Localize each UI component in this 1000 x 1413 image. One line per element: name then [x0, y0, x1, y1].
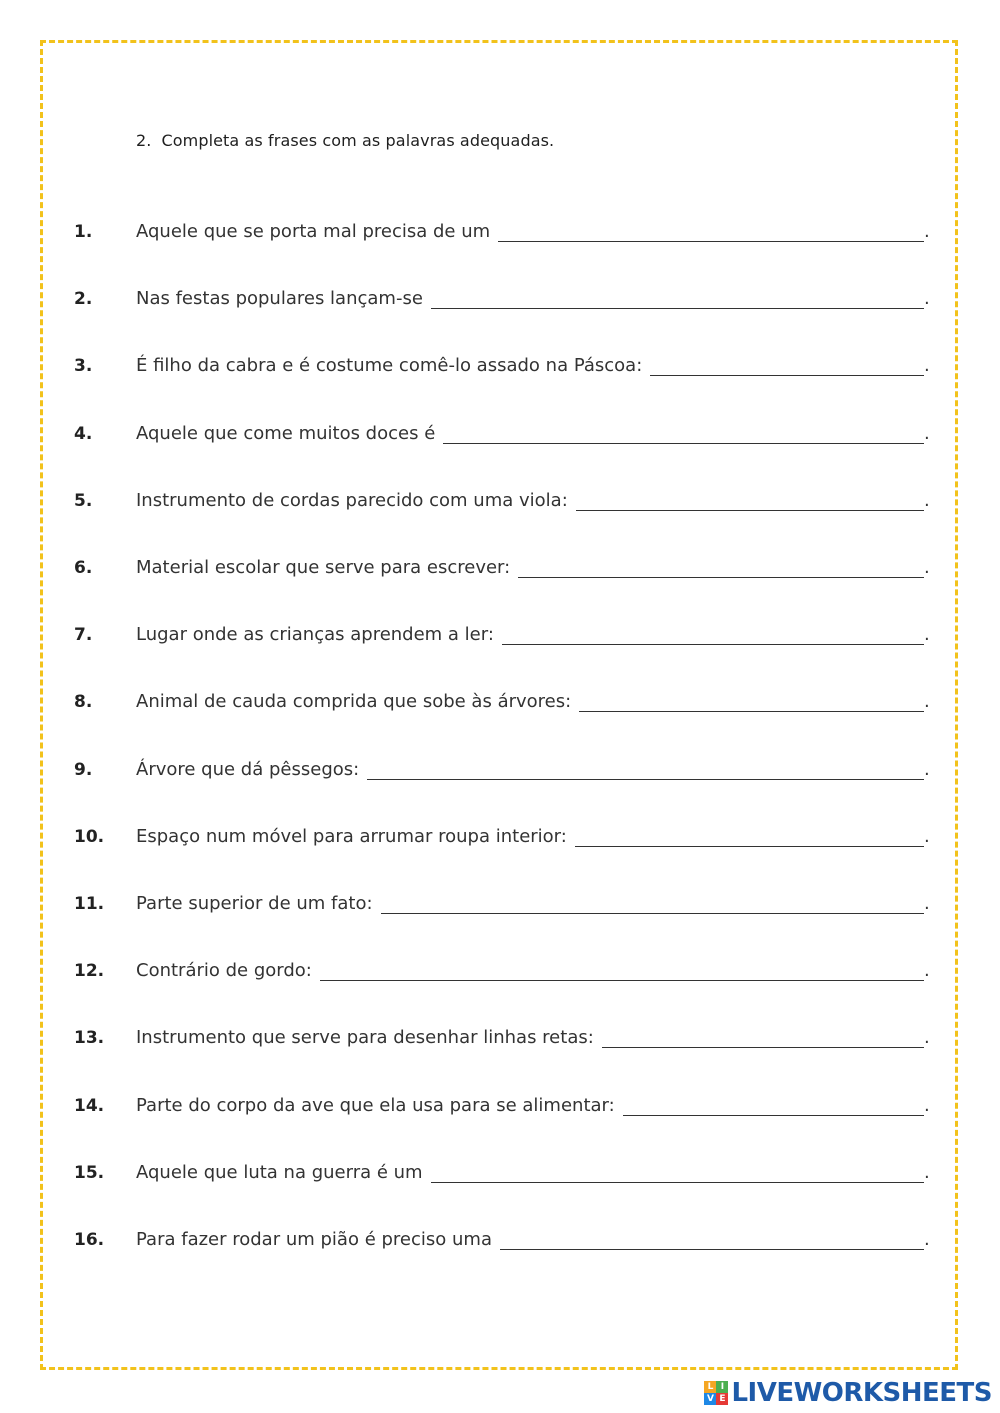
- end-period: .: [924, 355, 930, 376]
- item-sentence: Lugar onde as crianças aprendem a ler:: [136, 624, 494, 645]
- item-number: 8.: [74, 692, 93, 712]
- item-sentence: Contrário de gordo:: [136, 960, 312, 981]
- exercise-item: [74, 417, 930, 447]
- answer-input[interactable]: [381, 887, 924, 914]
- item-sentence: Árvore que dá pêssegos:: [136, 759, 360, 780]
- item-sentence: Para fazer rodar um pião é preciso uma: [136, 1229, 492, 1250]
- item-number: 7.: [74, 625, 93, 645]
- answer-input[interactable]: [518, 551, 924, 578]
- item-number: 9.: [74, 760, 93, 780]
- item-number: 6.: [74, 558, 93, 578]
- end-period: .: [924, 423, 930, 444]
- answer-input[interactable]: [575, 820, 924, 847]
- answer-input[interactable]: [320, 954, 924, 981]
- liveworksheets-brand: [704, 1378, 992, 1408]
- logo-letter: I: [716, 1381, 728, 1393]
- exercise-item: [74, 753, 930, 783]
- end-period: .: [924, 1162, 930, 1183]
- logo-letter: E: [716, 1393, 728, 1405]
- item-sentence: Aquele que come muitos doces é: [136, 423, 436, 444]
- exercise-item: [74, 484, 930, 514]
- exercise-item: [74, 685, 930, 715]
- item-number: 2.: [74, 289, 93, 309]
- item-number: 12.: [74, 961, 105, 981]
- answer-input[interactable]: [576, 484, 924, 511]
- instruction-text: Completa as frases com as palavras adequadas.: [161, 131, 555, 150]
- answer-input[interactable]: [623, 1089, 924, 1116]
- end-period: .: [924, 288, 930, 309]
- exercise-item: [74, 1089, 930, 1119]
- exercise-item: [74, 820, 930, 850]
- exercise-item: [74, 887, 930, 917]
- answer-input[interactable]: [431, 282, 924, 309]
- answer-input[interactable]: [502, 618, 924, 645]
- item-sentence: Animal de cauda comprida que sobe às árvores:: [136, 691, 572, 712]
- exercise-item: [74, 618, 930, 648]
- item-number: 3.: [74, 356, 93, 376]
- end-period: .: [924, 624, 930, 645]
- item-sentence: Instrumento de cordas parecido com uma viola:: [136, 490, 568, 511]
- answer-input[interactable]: [367, 753, 924, 780]
- item-number: 10.: [74, 827, 105, 847]
- item-sentence: Instrumento que serve para desenhar linhas retas:: [136, 1027, 594, 1048]
- brand-name: LIVEWORKSHEETS: [731, 1378, 992, 1408]
- exercise-item: [74, 349, 930, 379]
- end-period: .: [924, 1027, 930, 1048]
- answer-input[interactable]: [500, 1223, 924, 1250]
- exercise-item: [74, 1223, 930, 1253]
- answer-input[interactable]: [498, 215, 924, 242]
- end-period: .: [924, 893, 930, 914]
- item-number: 1.: [74, 222, 93, 242]
- item-sentence: Nas festas populares lançam-se: [136, 288, 423, 309]
- end-period: .: [924, 221, 930, 242]
- item-sentence: Aquele que luta na guerra é um: [136, 1162, 423, 1183]
- end-period: .: [924, 490, 930, 511]
- answer-input[interactable]: [579, 685, 924, 712]
- answer-input[interactable]: [650, 349, 924, 376]
- item-sentence: Parte superior de um fato:: [136, 893, 373, 914]
- item-sentence: Espaço num móvel para arrumar roupa interior:: [136, 826, 567, 847]
- item-number: 4.: [74, 424, 93, 444]
- item-number: 14.: [74, 1096, 105, 1116]
- item-number: 15.: [74, 1163, 105, 1183]
- item-sentence: Aquele que se porta mal precisa de um: [136, 221, 491, 242]
- logo-letter: V: [704, 1393, 716, 1405]
- exercise-item: [74, 215, 930, 245]
- logo-letter: L: [704, 1381, 716, 1393]
- end-period: .: [924, 759, 930, 780]
- instruction-number: 2.: [136, 131, 152, 150]
- answer-input[interactable]: [602, 1021, 924, 1048]
- liveworksheets-logo-icon: [704, 1381, 728, 1405]
- item-number: 13.: [74, 1028, 105, 1048]
- end-period: .: [924, 826, 930, 847]
- item-sentence: Material escolar que serve para escrever:: [136, 557, 511, 578]
- exercise-item: [74, 551, 930, 581]
- item-number: 16.: [74, 1230, 105, 1250]
- end-period: .: [924, 960, 930, 981]
- end-period: .: [924, 557, 930, 578]
- item-sentence: É filho da cabra e é costume comê-lo assado na Páscoa:: [136, 355, 643, 376]
- item-number: 11.: [74, 894, 105, 914]
- exercise-item: [74, 1156, 930, 1186]
- answer-input[interactable]: [443, 417, 924, 444]
- answer-input[interactable]: [431, 1156, 924, 1183]
- item-sentence: Parte do corpo da ave que ela usa para se alimentar:: [136, 1095, 615, 1116]
- exercise-item: [74, 282, 930, 312]
- end-period: .: [924, 691, 930, 712]
- exercise-item: [74, 1021, 930, 1051]
- item-number: 5.: [74, 491, 93, 511]
- exercise-item: [74, 954, 930, 984]
- end-period: .: [924, 1095, 930, 1116]
- end-period: .: [924, 1229, 930, 1250]
